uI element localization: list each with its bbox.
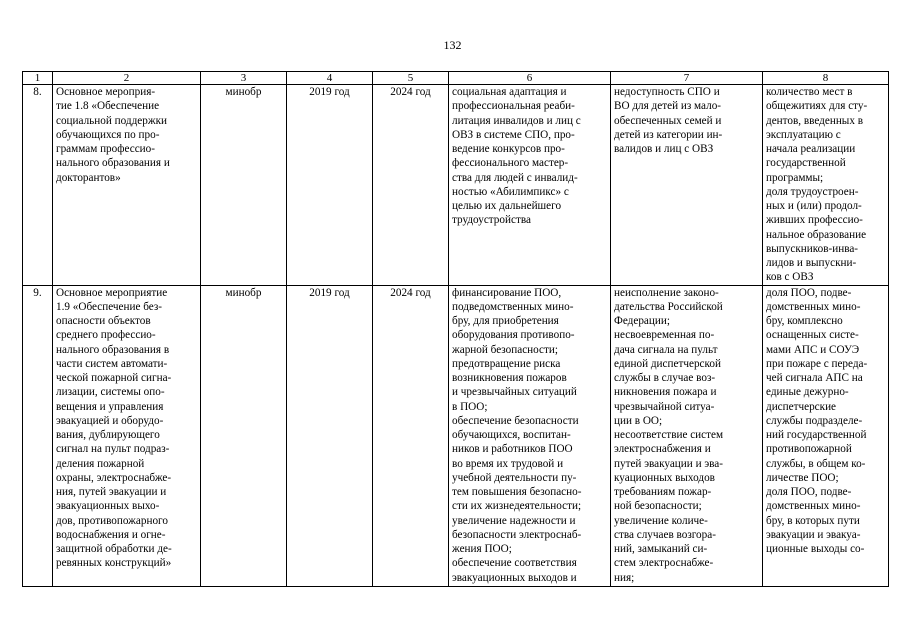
non-implementation-consequences-line: ства случаев возгора-: [614, 528, 716, 541]
measure-name-line: части систем автомати-: [56, 357, 168, 370]
related-indicators-line: дентов, введенных в: [766, 114, 863, 127]
expected-result-line: увеличение надежности и: [452, 514, 576, 527]
non-implementation-consequences-line: обеспеченных семей и: [614, 114, 722, 127]
measure-name-line: граммам профессио-: [56, 143, 155, 155]
related-indicators-line: общежитиях для сту-: [766, 100, 868, 113]
non-implementation-consequences-line: Федерации;: [614, 315, 670, 327]
expected-result-line: фессионального мастер-: [452, 157, 569, 170]
related-indicators: [763, 85, 889, 286]
measure-name-line: водоснабжения и огне-: [56, 528, 166, 541]
column-header-5: 5: [373, 72, 449, 85]
measure-name-line: опасности объектов: [56, 315, 151, 327]
non-implementation-consequences-line: ния;: [614, 571, 635, 584]
related-indicators-line: начала реализации: [766, 143, 856, 155]
non-implementation-consequences-line: электроснабжения и: [614, 443, 711, 456]
column-header-1: 1: [23, 72, 53, 85]
non-implementation-consequences-line: ВО для детей из мало-: [614, 100, 722, 113]
related-indicators-line: службы подразделе-: [766, 414, 863, 427]
page-number: 132: [443, 38, 462, 52]
measure-name-line: эвакуационных выхо-: [56, 500, 160, 513]
measure-name-line: 1.9 «Обеспечение без-: [56, 300, 163, 313]
related-indicators-line: домственных мино-: [766, 300, 861, 313]
measure-name: [53, 85, 201, 286]
expected-result-line: социальная адаптация и: [452, 86, 567, 98]
measure-name-line: защитной обработки де-: [56, 543, 172, 555]
related-indicators: [763, 285, 889, 586]
related-indicators-line: бру, комплексно: [766, 315, 843, 327]
non-implementation-consequences-line: увеличение количе-: [614, 514, 708, 527]
measure-name: [53, 285, 201, 586]
expected-result-line: обучающихся, воспитан-: [452, 429, 571, 441]
start-year: 2019 год: [287, 85, 373, 286]
related-indicators-line: ков с ОВЗ: [766, 271, 814, 284]
related-indicators-line: домственных мино-: [766, 500, 861, 513]
expected-result: [449, 285, 611, 586]
related-indicators-line: нальное образование: [766, 228, 867, 241]
column-header-3: 3: [201, 72, 287, 85]
column-header-8: 8: [763, 72, 889, 85]
related-indicators-line: личестве ПОО;: [766, 471, 839, 484]
related-indicators-line: ных и (или) продол-: [766, 200, 862, 212]
related-indicators-line: живших профессио-: [766, 214, 863, 227]
non-implementation-consequences-line: дача сигнала на пульт: [614, 343, 718, 356]
expected-result-line: целью их дальнейшего: [452, 200, 562, 212]
expected-result-line: жарной безопасности;: [452, 343, 558, 356]
row-number: 8.: [23, 85, 53, 286]
non-implementation-consequences-line: недоступность СПО и: [614, 86, 720, 98]
expected-result-line: трудоустройства: [452, 214, 531, 227]
measures-table: [22, 71, 889, 587]
related-indicators-line: количество мест в: [766, 86, 853, 98]
non-implementation-consequences-line: стем электроснабже-: [614, 557, 714, 570]
column-header-row: [23, 72, 889, 85]
executor: минобр: [201, 285, 287, 586]
related-indicators-line: государственной: [766, 157, 846, 170]
non-implementation-consequences-line: несвоевременная по-: [614, 329, 715, 342]
related-indicators-line: противопожарной: [766, 443, 852, 456]
measure-name-line: эвакуацией и оборудо-: [56, 414, 164, 427]
expected-result-line: ства для людей с инвалид-: [452, 171, 578, 184]
expected-result-line: финансирование ПОО,: [452, 286, 562, 299]
measure-name-line: среднего профессио-: [56, 329, 156, 342]
expected-result-line: тем повышения безопасно-: [452, 486, 582, 498]
related-indicators-line: эвакуации и эвакуа-: [766, 528, 861, 541]
executor: минобр: [201, 85, 287, 286]
non-implementation-consequences: [611, 85, 763, 286]
column-header-2: 2: [53, 72, 201, 85]
measure-name-line: тие 1.8 «Обеспечение: [56, 100, 160, 113]
expected-result-line: подведомственных мино-: [452, 300, 574, 313]
non-implementation-consequences-line: единой диспетчерской: [614, 357, 721, 370]
measure-name-line: дов, противопожарного: [56, 514, 168, 527]
measure-name-line: сигнал на пульт подраз-: [56, 443, 170, 456]
table-body: [23, 85, 889, 587]
non-implementation-consequences-line: службы в случае воз-: [614, 372, 716, 384]
related-indicators-line: ний государственной: [766, 429, 867, 441]
related-indicators-line: выпускников-инва-: [766, 242, 859, 255]
measure-name-line: нального образования и: [56, 157, 170, 170]
related-indicators-line: лидов и выпускни-: [766, 257, 857, 269]
measure-name-line: докторантов»: [56, 171, 121, 184]
non-implementation-consequences-line: требованиям пожар-: [614, 486, 712, 498]
non-implementation-consequences-line: чрезвычайной ситуа-: [614, 400, 715, 413]
non-implementation-consequences-line: несоответствие систем: [614, 429, 724, 441]
measure-name-line: вания, дублирующего: [56, 429, 160, 441]
related-indicators-line: оснащенных систе-: [766, 329, 859, 342]
expected-result-line: ведение конкурсов про-: [452, 143, 565, 155]
expected-result-line: жения ПОО;: [452, 543, 512, 555]
expected-result-line: профессиональная реаби-: [452, 100, 575, 113]
measure-name-line: вещения и управления: [56, 400, 164, 413]
measure-name-line: лизации, системы опо-: [56, 386, 165, 399]
non-implementation-consequences: [611, 285, 763, 586]
related-indicators-line: эксплуатацию с: [766, 128, 841, 141]
measure-name-line: ревянных конструкций»: [56, 557, 172, 570]
related-indicators-line: доля ПОО, подве-: [766, 286, 852, 299]
table-row: [23, 85, 889, 286]
related-indicators-line: программы;: [766, 171, 824, 184]
row-number: 9.: [23, 285, 53, 586]
expected-result-line: возникновения пожаров: [452, 372, 567, 384]
measure-name-line: ния, путей эвакуации и: [56, 486, 167, 498]
start-year: 2019 год: [287, 285, 373, 586]
non-implementation-consequences-line: никновения пожара и: [614, 386, 717, 399]
related-indicators-line: доля трудоустроен-: [766, 185, 859, 198]
table-row: [23, 285, 889, 586]
non-implementation-consequences-line: путей эвакуации и эва-: [614, 457, 723, 470]
expected-result-line: обеспечение безопасности: [452, 414, 579, 427]
non-implementation-consequences-line: куационных выходов: [614, 471, 715, 484]
end-year: 2024 год: [373, 285, 449, 586]
related-indicators-line: доля ПОО, подве-: [766, 486, 852, 498]
measure-name-line: ческой пожарной сигна-: [56, 372, 172, 384]
expected-result-line: бру, для приобретения: [452, 315, 559, 327]
related-indicators-line: мами АПС и СОУЭ: [766, 343, 860, 356]
related-indicators-line: единые дежурно-: [766, 386, 849, 399]
related-indicators-line: диспетчерские: [766, 400, 837, 413]
expected-result-line: оборудования противопо-: [452, 329, 575, 342]
non-implementation-consequences-line: дательства Российской: [614, 300, 723, 313]
measure-name-line: охраны, электроснабже-: [56, 471, 172, 484]
non-implementation-consequences-line: ной безопасности;: [614, 500, 702, 513]
non-implementation-consequences-line: ний, замыканий си-: [614, 543, 708, 555]
measure-name-line: деления пожарной: [56, 457, 145, 470]
expected-result-line: учебной деятельности пу-: [452, 471, 577, 484]
expected-result-line: безопасности электроснаб-: [452, 528, 582, 541]
column-header-4: 4: [287, 72, 373, 85]
column-header-6: 6: [449, 72, 611, 85]
related-indicators-line: службы, в общем ко-: [766, 457, 866, 470]
measure-name-line: Основное мероприя-: [56, 86, 156, 98]
expected-result-line: ностью «Абилимпикс» с: [452, 185, 569, 198]
expected-result-line: обеспечение соответствия: [452, 557, 577, 570]
expected-result: [449, 85, 611, 286]
non-implementation-consequences-line: валидов и лиц с ОВЗ: [614, 143, 714, 155]
measure-name-line: Основное мероприятие: [56, 286, 168, 299]
expected-result-line: ников и работников ПОО: [452, 443, 573, 456]
expected-result-line: литация инвалидов и лиц с: [452, 114, 581, 127]
related-indicators-line: при пожаре с переда-: [766, 357, 868, 370]
expected-result-line: во время их трудовой и: [452, 457, 564, 470]
non-implementation-consequences-line: ции в ОО;: [614, 414, 663, 427]
related-indicators-line: бру, в которых пути: [766, 514, 860, 527]
column-header-7: 7: [611, 72, 763, 85]
expected-result-line: предотвращение риска: [452, 357, 561, 370]
expected-result-line: в ПОО;: [452, 400, 488, 413]
non-implementation-consequences-line: неисполнение законо-: [614, 286, 719, 299]
end-year: 2024 год: [373, 85, 449, 286]
measure-name-line: нального образования в: [56, 343, 170, 356]
expected-result-line: эвакуационных выходов и: [452, 571, 577, 584]
expected-result-line: ОВЗ в системе СПО, про-: [452, 128, 575, 141]
measure-name-line: социальной поддержки: [56, 114, 168, 127]
non-implementation-consequences-line: детей из категории ин-: [614, 128, 723, 141]
expected-result-line: и чрезвычайных ситуаций: [452, 386, 577, 399]
related-indicators-line: чей сигнала АПС на: [766, 372, 863, 384]
measure-name-line: обучающихся по про-: [56, 128, 160, 141]
related-indicators-line: ционные выходы со-: [766, 543, 865, 555]
expected-result-line: сти их жизнедеятельности;: [452, 500, 582, 513]
